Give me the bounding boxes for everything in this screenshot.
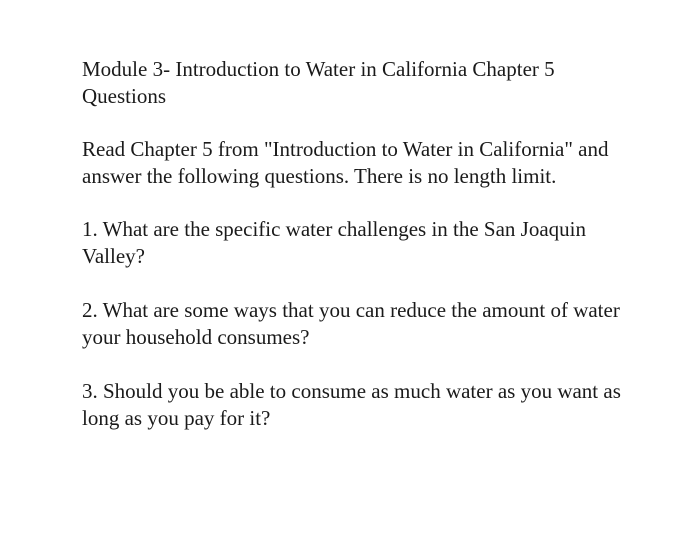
document-intro: Read Chapter 5 from "Introduction to Water in California" and answer the following questions. There is no length limit. [82, 137, 609, 188]
document-page [82, 56, 642, 459]
document-title: Module 3- Introduction to Water in California Chapter 5 Questions [82, 57, 555, 108]
question-3: 3. Should you be able to consume as much water as you want as long as you pay for it? [82, 379, 621, 430]
question-2: 2. What are some ways that you can reduce the amount of water your household consumes? [82, 298, 620, 349]
question-1: 1. What are the specific water challenges in the San Joaquin Valley? [82, 217, 587, 268]
